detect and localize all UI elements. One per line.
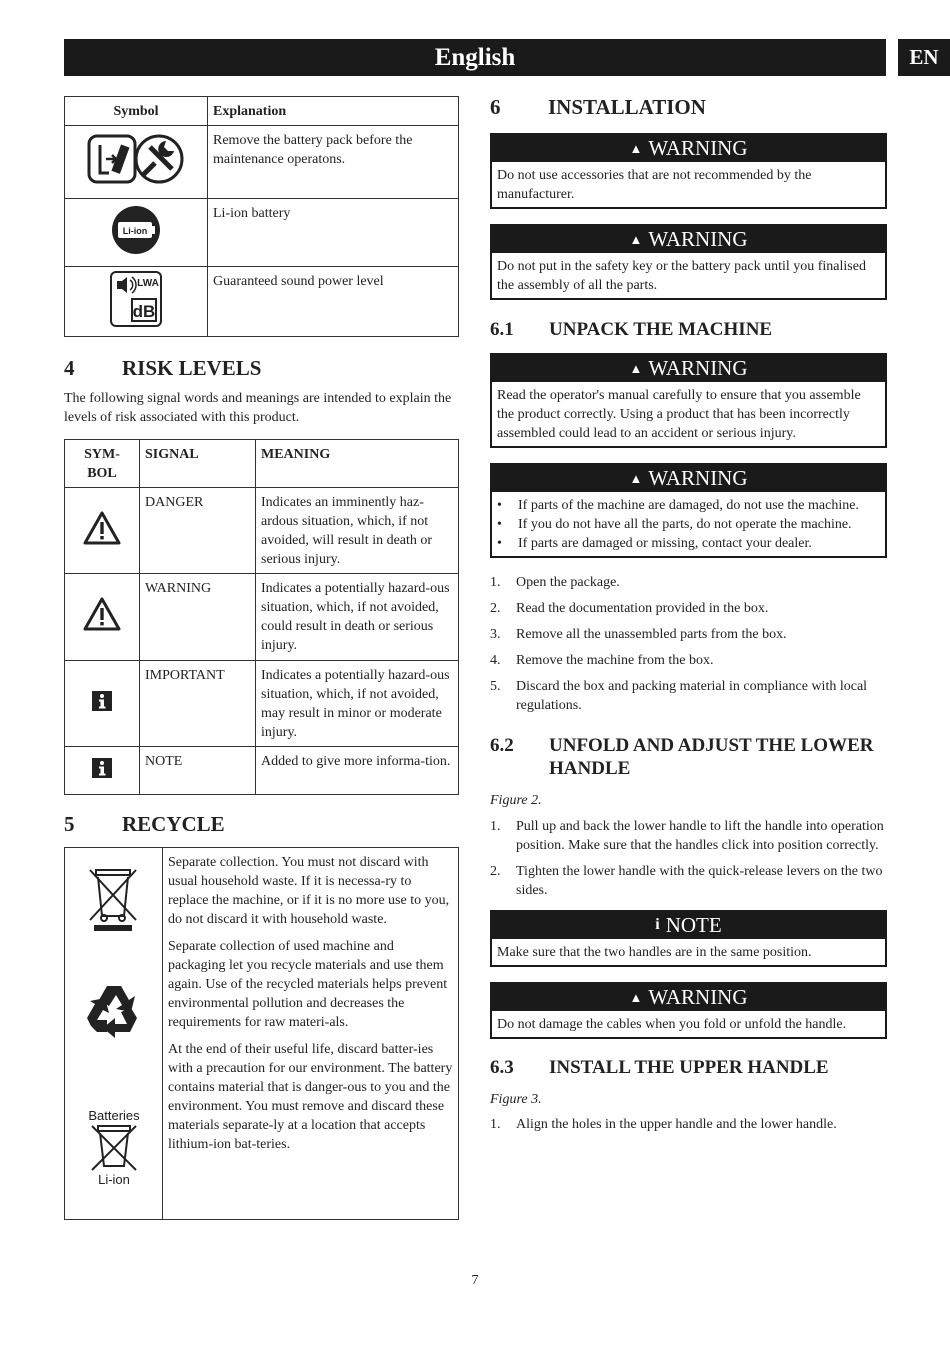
subsection-number: 6.2 [490, 735, 514, 756]
risk-signal: IMPORTANT [140, 661, 256, 747]
page-header: English [64, 39, 886, 76]
section-risk-levels [64, 356, 459, 380]
list-item: 4. Remove the machine from the box. [490, 653, 714, 668]
risk-signal: DANGER [140, 488, 256, 574]
recycle-text-cell [163, 848, 459, 1220]
risk-signal: WARNING [140, 574, 256, 661]
section-number: 4 [64, 356, 75, 380]
warning-triangle-icon: ▲ [629, 232, 643, 247]
section-installation [490, 96, 887, 118]
subsection-number: 6.3 [490, 1057, 514, 1078]
warning-triangle-icon: ▲ [629, 361, 643, 376]
unpack-steps [490, 573, 887, 715]
figure-reference: Figure 2. [490, 793, 542, 808]
recycle-paragraph: At the end of their useful life, discard batter-ies with a precaution for our environment. The battery contains material that is danger-ous to you and the environment. You must remove and discard these materials separate-ly at a location that accepts lithium-ion bat-teries. [168, 1042, 453, 1152]
meaning-header: MEANING [256, 440, 459, 488]
list-item: 3. Remove all the unassembled parts from the box. [490, 627, 787, 642]
recycle-table [64, 847, 459, 1220]
risk-meaning: Indicates a potentially hazard-ous situation, which, if not avoided, could result in death or serious injury. [256, 574, 459, 661]
list-item: 1. Pull up and back the lower handle to lift the handle into operation position. Make sure that the handles click into position correctly. [490, 819, 884, 853]
note-header: i NOTE [492, 912, 885, 939]
warning-triangle-icon [65, 574, 140, 661]
warning-box [490, 982, 887, 1039]
warning-text: Do not use accessories that are not recommended by the manufacturer. [497, 168, 812, 202]
warning-header: ▲ WARNING [492, 465, 885, 492]
subsection-title: UNFOLD AND ADJUST THE LOWER HANDLE [549, 735, 874, 779]
warning-triangle-icon: ▲ [629, 471, 643, 486]
warning-box [490, 224, 887, 300]
note-text: Make sure that the two handles are in the same position. [497, 945, 812, 960]
language-tab: EN [898, 39, 950, 76]
section-title: RECYCLE [122, 812, 225, 836]
section-number: 5 [64, 812, 75, 836]
subsection-title: UNPACK THE MACHINE [549, 319, 773, 340]
warning-header: ▲ WARNING [492, 355, 885, 382]
warning-text: Read the operator's manual carefully to ensure that you assemble the product correctly. Using a product that has been incorrectly assembled could lead to an accident or serious injury. [497, 388, 861, 441]
risk-meaning: Added to give more informa-tion. [256, 747, 459, 795]
info-icon [65, 747, 140, 795]
risk-table [64, 439, 459, 795]
info-icon: i [655, 916, 660, 933]
section-title: INSTALLATION [548, 95, 706, 119]
list-item: • If parts of the machine are damaged, do not use the machine. [497, 498, 859, 513]
list-item: 1. Open the package. [490, 575, 620, 590]
liion-label: Li-ion [98, 1172, 130, 1187]
lwa-text: LWA [137, 277, 159, 289]
battery-removal-maintenance-icon [65, 126, 208, 199]
crossed-bin-icon [88, 868, 138, 932]
figure-reference: Figure 3. [490, 1092, 542, 1107]
batteries-label: Batteries [88, 1108, 140, 1123]
warning-triangle-icon: ▲ [629, 141, 643, 156]
crossed-battery-bin-icon [90, 1124, 138, 1172]
warning-list [492, 492, 885, 556]
symbol-header: Symbol [65, 97, 208, 126]
list-item: 1. Align the holes in the upper handle and the lower handle. [490, 1117, 837, 1132]
symbol-explanation: Li-ion battery [208, 199, 459, 267]
note-box [490, 910, 887, 967]
recycle-icons-cell [65, 848, 163, 1220]
right-column [490, 96, 887, 1134]
warning-box [490, 463, 887, 558]
risk-signal: NOTE [140, 747, 256, 795]
upper-handle-steps [490, 1115, 887, 1134]
risk-intro: The following signal words and meanings are intended to explain the levels of risk associated with this product. [64, 391, 452, 425]
section-title: RISK LEVELS [122, 356, 262, 380]
sym-bol-header: SYM- BOL [65, 440, 140, 488]
warning-header: ▲ WARNING [492, 984, 885, 1011]
subsection-title: INSTALL THE UPPER HANDLE [549, 1057, 829, 1078]
list-item: 2. Read the documentation provided in the box. [490, 601, 769, 616]
warning-box [490, 133, 887, 209]
signal-header: SIGNAL [140, 440, 256, 488]
risk-meaning: Indicates a potentially hazard-ous situation, which, if not avoided, may result in minor or moderate injury. [256, 661, 459, 747]
warning-header: ▲ WARNING [492, 226, 885, 253]
warning-header: ▲ WARNING [492, 135, 885, 162]
warning-triangle-icon: ▲ [629, 990, 643, 1005]
subsection-number: 6.1 [490, 319, 514, 340]
list-item: • If you do not have all the parts, do not operate the machine. [497, 517, 852, 532]
explanation-header: Explanation [208, 97, 459, 126]
symbol-table [64, 96, 459, 337]
sound-power-level-icon [65, 267, 208, 337]
symbol-explanation: Guaranteed sound power level [208, 267, 459, 337]
li-ion-battery-icon [65, 199, 208, 267]
list-item: 2. Tighten the lower handle with the quick-release levers on the two sides. [490, 864, 883, 898]
subsection-unfold [490, 734, 887, 780]
recycle-paragraph: Separate collection of used machine and packaging let you recycle materials and use them again. Use of the recycled materials helps prevent environmental pollution and decreases the requirements for raw materi-als. [168, 939, 448, 1030]
subsection-upper-handle [490, 1056, 887, 1079]
section-recycle [64, 812, 459, 836]
unfold-steps [490, 817, 887, 900]
page-number: 7 [471, 1273, 479, 1288]
symbol-explanation: Remove the battery pack before the maintenance operatons. [208, 126, 459, 199]
risk-meaning: Indicates an imminently haz-ardous situation, which, if not avoided, will result in death or serious injury. [256, 488, 459, 574]
warning-box [490, 353, 887, 448]
warning-text: Do not put in the safety key or the battery pack until you finalised the assembly of all the parts. [497, 259, 866, 293]
warning-text: Do not damage the cables when you fold or unfold the handle. [497, 1017, 847, 1032]
liion-text: Li-ion [122, 225, 148, 236]
recycling-icon [85, 982, 143, 1040]
list-item: 5. Discard the box and packing material in compliance with local regulations. [490, 679, 868, 713]
warning-triangle-icon [65, 488, 140, 574]
list-item: • If parts are damaged or missing, contact your dealer. [497, 536, 812, 551]
left-column [64, 96, 459, 1220]
recycle-paragraph: Separate collection. You must not discard with usual household waste. If it is necessa-ry to replace the machine, or if it is no more use to you, do not discard it with household waste. [168, 855, 450, 927]
section-number: 6 [490, 95, 501, 119]
subsection-unpack [490, 318, 887, 341]
db-text: dB [132, 301, 156, 321]
info-icon [65, 661, 140, 747]
